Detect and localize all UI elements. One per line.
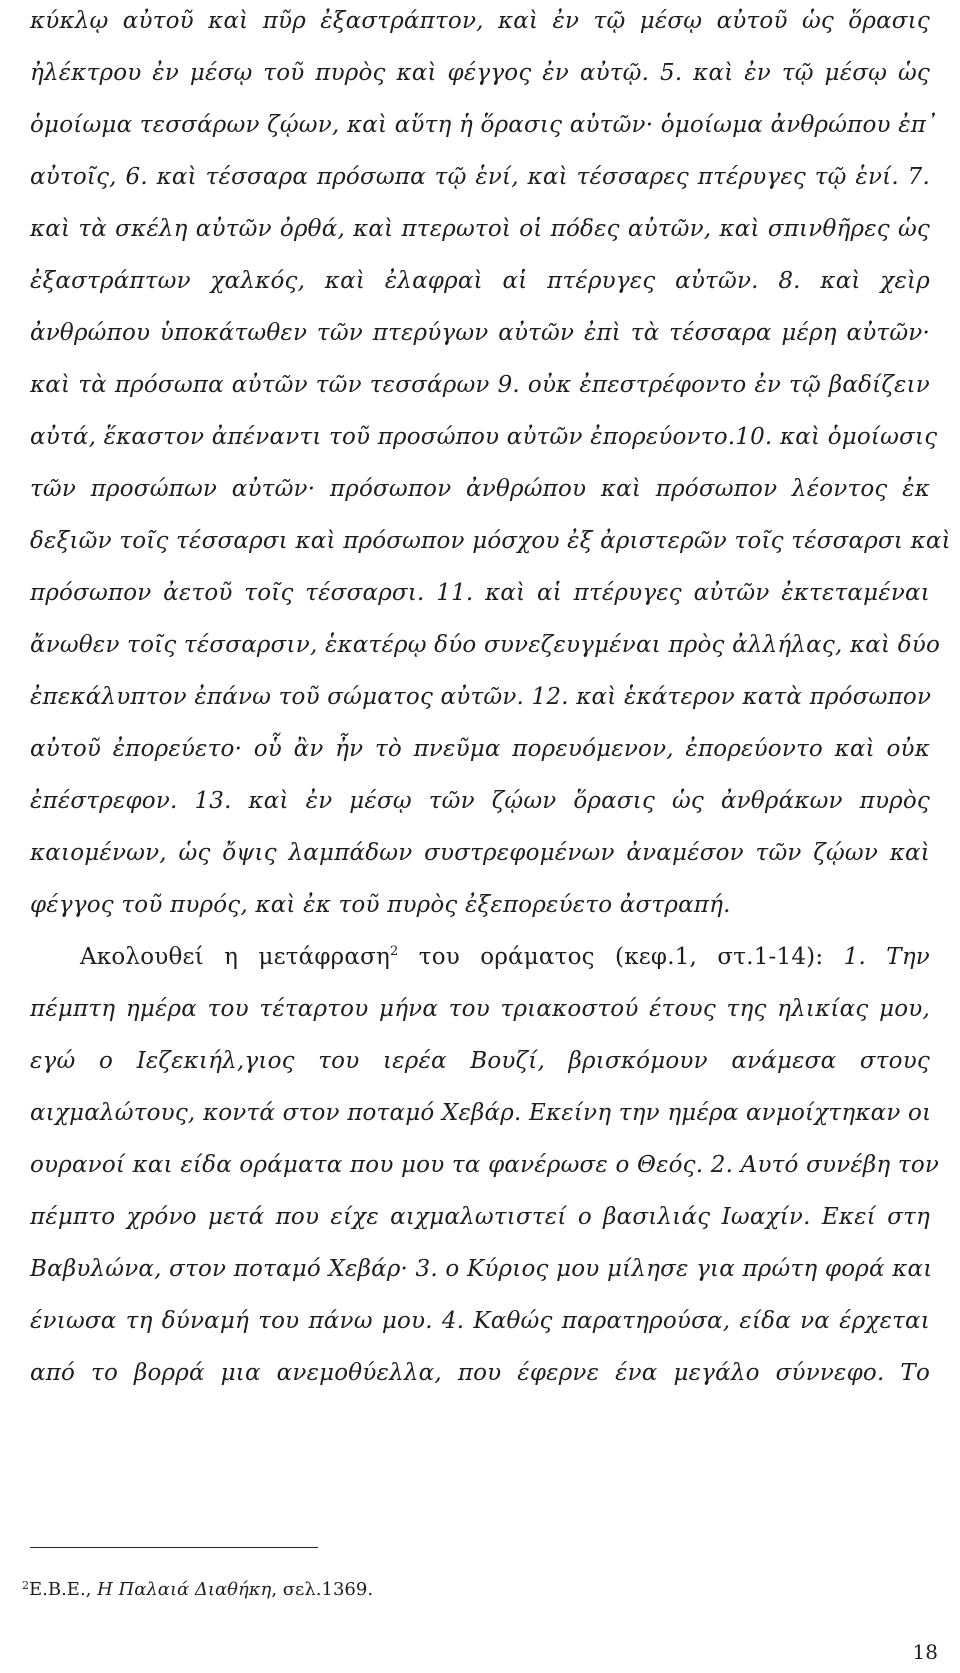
greek-line-15: αὐτοῦ ἐπορεύετο· οὗ ἂν ἦν τὸ πνεῦμα πορευόμενον, ἐπορεύοντο καὶ οὐκ [30, 736, 930, 762]
greek-line-2: ἠλέκτρου ἐν μέσῳ τοῦ πυρὸς καὶ φέγγος ἐν αὐτῷ. 5. καὶ ἐν τῷ μέσῳ ὡς [30, 60, 930, 86]
translation-line-8: από το βορρά μια ανεμοθύελλα, που έφερνε ένα μεγάλο σύννεφο. Το [30, 1360, 930, 1386]
translation-intro-tail: του οράματος (κεφ.1, στ.1-14): [398, 944, 844, 970]
greek-line-17: καιομένων, ὡς ὄψις λαμπάδων συστρεφομένων ἀναμέσον τῶν ζῴων καὶ [30, 840, 930, 866]
footnote-title: Η Παλαιά Διαθήκη [97, 1579, 272, 1600]
greek-line-1: κύκλῳ αὐτοῦ καὶ πῦρ ἐξαστράπτον, καὶ ἐν τῷ μέσῳ αὐτοῦ ὡς ὅρασις [30, 8, 930, 34]
translation-line-6: Βαβυλώνα, στον ποταμό Χεβάρ· 3. ο Κύριος μου μίλησε για πρώτη φορά και [30, 1256, 933, 1282]
translation-line-5: πέμπτο χρόνο μετά που είχε αιχμαλωτιστεί ο βασιλιάς Ιωαχίν. Εκεί στη [30, 1204, 930, 1230]
greek-line-10: τῶν προσώπων αὐτῶν· πρόσωπον ἀνθρώπου καὶ πρόσωπον λέοντος ἐκ [30, 476, 930, 502]
translation-intro-italic: 1. Την [843, 944, 930, 970]
translation-line-2: εγώ ο Ιεζεκιήλ,γιος του ιερέα Βουζί, βρισκόμουν ανάμεσα στους [30, 1048, 930, 1074]
greek-line-6: ἐξαστράπτων χαλκός, καὶ ἐλαφραὶ αἱ πτέρυγες αὐτῶν. 8. καὶ χεὶρ [30, 268, 930, 294]
footnote-divider [30, 1547, 318, 1548]
greek-line-18: φέγγος τοῦ πυρός, καὶ ἐκ τοῦ πυρὸς ἐξεπορεύετο ἀστραπή. [30, 892, 731, 918]
greek-line-14: ἐπεκάλυπτον ἐπάνω τοῦ σώματος αὐτῶν. 12. καὶ ἑκάτερον κατὰ πρόσωπον [30, 684, 932, 710]
greek-line-3: ὁμοίωμα τεσσάρων ζῴων, καὶ αὕτη ἡ ὅρασις αὐτῶν· ὁμοίωμα ἀνθρώπου ἐπ᾽ [30, 112, 938, 138]
greek-line-9: αὐτά, ἕκαστον ἀπέναντι τοῦ προσώπου αὐτῶν ἐπορεύοντο.10. καὶ ὁμοίωσις [30, 424, 938, 450]
greek-line-11: δεξιῶν τοῖς τέσσαρσι καὶ πρόσωπον μόσχου ἐξ ἀριστερῶν τοῖς τέσσαρσι καὶ [30, 528, 951, 554]
footnote [22, 1574, 373, 1602]
greek-line-12: πρόσωπον ἀετοῦ τοῖς τέσσαρσι. 11. καὶ αἱ πτέρυγες αὐτῶν ἐκτεταμέναι [30, 580, 930, 606]
footnote-page-ref: , σελ.1369. [271, 1579, 374, 1600]
translation-intro-line [30, 940, 930, 974]
greek-line-5: καὶ τὰ σκέλη αὐτῶν ὀρθά, καὶ πτερωτοὶ οἱ πόδες αὐτῶν, καὶ σπινθῆρες ὡς [30, 216, 930, 242]
translation-line-1: πέμπτη ημέρα του τέταρτου μήνα του τριακοστού έτους της ηλικίας μου, [30, 996, 930, 1022]
greek-line-16: ἐπέστρεφον. 13. καὶ ἐν μέσῳ τῶν ζῴων ὅρασις ὡς ἀνθράκων πυρὸς [30, 788, 930, 814]
page-number: 18 [912, 1640, 938, 1664]
translation-line-7: ένιωσα τη δύναμή του πάνω μου. 4. Καθώς παρατηρούσα, είδα να έρχεται [30, 1308, 930, 1334]
footnote-reference: 2 [390, 944, 399, 959]
translation-line-4: ουρανοί και είδα οράματα που μου τα φανέρωσε ο Θεός. 2. Αυτό συνέβη τον [30, 1152, 940, 1178]
greek-line-13: ἄνωθεν τοῖς τέσσαρσιν, ἑκατέρῳ δύο συνεζευγμέναι πρὸς ἀλλήλας, καὶ δύο [30, 632, 941, 658]
footnote-marker: 2 [22, 1579, 29, 1592]
greek-line-7: ἀνθρώπου ὑποκάτωθεν τῶν πτερύγων αὐτῶν ἐπὶ τὰ τέσσαρα μέρη αὐτῶν· [30, 320, 930, 346]
translation-line-3: αιχμαλώτους, κοντά στον ποταμό Χεβάρ. Εκείνη την ημέρα ανμοίχτηκαν οι [30, 1100, 932, 1126]
greek-line-4: αὐτοῖς, 6. καὶ τέσσαρα πρόσωπα τῷ ἑνί, καὶ τέσσαρες πτέρυγες τῷ ἑνί. 7. [30, 164, 930, 190]
greek-line-8: καὶ τὰ πρόσωπα αὐτῶν τῶν τεσσάρων 9. οὐκ ἐπεστρέφοντο ἐν τῷ βαδίζειν [30, 372, 930, 398]
footnote-source: Ε.Β.Ε., [29, 1579, 98, 1600]
translation-intro-text: Ακολουθεί η μετάφραση [80, 944, 390, 970]
